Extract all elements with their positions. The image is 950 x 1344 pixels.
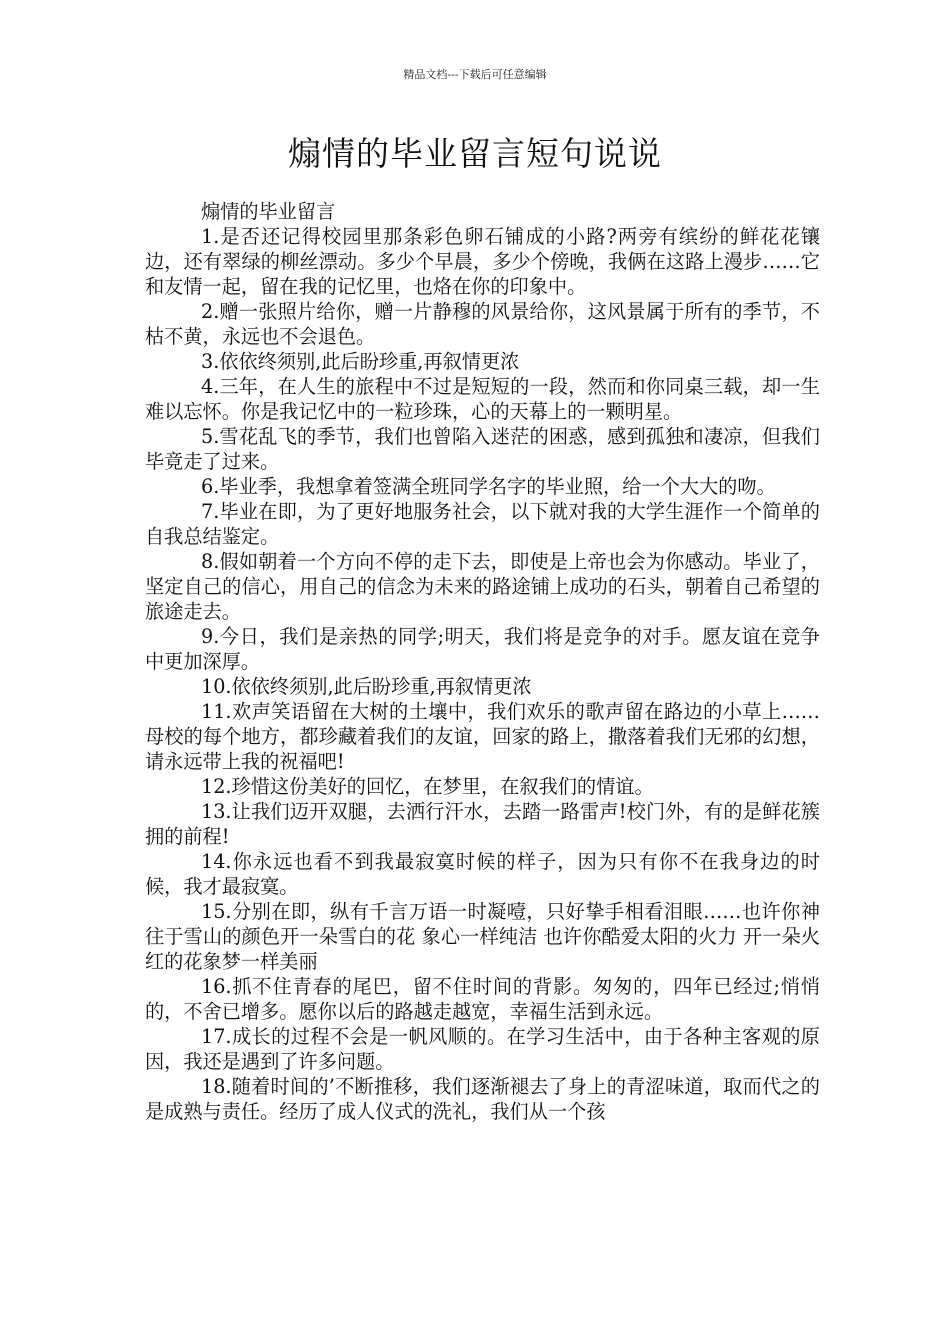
message-paragraph: 14.你永远也看不到我最寂寞时候的样子，因为只有你不在我身边的时候，我才最寂寞。	[145, 850, 820, 898]
header-note: 精品文档---下载后可任意编辑	[403, 68, 547, 81]
message-paragraph: 15.分别在即，纵有千言万语一时凝噎，只好挚手相看泪眼……也许你神往于雪山的颜色开一朵雪白的花 象心一样纯洁 也许你酷爱太阳的火力 开一朵火红的花象梦一样美丽	[145, 900, 820, 973]
message-paragraph: 2.赠一张照片给你，赠一片静穆的风景给你，这风景属于所有的季节，不枯不黄，永远也不会退色。	[145, 300, 820, 348]
document-body	[145, 199, 820, 1124]
message-paragraph: 1.是否还记得校园里那条彩色卵石铺成的小路?两旁有缤纷的鲜花花镶边，还有翠绿的柳丝漂动。多少个早晨，多少个傍晚，我俩在这路上漫步……它和友情一起，留在我的记忆里，也烙在你的印象中。	[145, 225, 820, 298]
message-paragraph: 18.随着时间的’不断推移，我们逐渐褪去了身上的青涩味道，取而代之的是成熟与责任。经历了成人仪式的洗礼，我们从一个孩	[145, 1075, 820, 1123]
message-paragraph: 7.毕业在即，为了更好地服务社会，以下就对我的大学生涯作一个简单的自我总结鉴定。	[145, 500, 820, 548]
message-paragraph: 5.雪花乱飞的季节，我们也曾陷入迷茫的困惑，感到孤独和凄凉，但我们毕竟走了过来。	[145, 425, 820, 473]
message-paragraph: 11.欢声笑语留在大树的土壤中，我们欢乐的歌声留在路边的小草上……母校的每个地方，都珍藏着我们的友谊，回家的路上，撒落着我们无邪的幻想，请永远带上我的祝福吧!	[145, 700, 820, 773]
message-paragraph: 3.依依终须别,此后盼珍重,再叙情更浓	[201, 350, 520, 373]
message-paragraph: 4.三年，在人生的旅程中不过是短短的一段，然而和你同桌三载，却一生难以忘怀。你是我记忆中的一粒珍珠，心的天幕上的一颗明星。	[145, 375, 820, 423]
message-paragraph: 10.依依终须别,此后盼珍重,再叙情更浓	[201, 675, 532, 698]
message-paragraph: 12.珍惜这份美好的回忆，在梦里，在叙我们的情谊。	[201, 775, 654, 798]
message-paragraph: 13.让我们迈开双腿，去洒行汗水，去踏一路雷声!校门外，有的是鲜花簇拥的前程!	[145, 800, 820, 848]
page-title: 煽情的毕业留言短句说说	[288, 134, 662, 173]
message-paragraph: 9.今日，我们是亲热的同学;明天，我们将是竞争的对手。愿友谊在竞争中更加深厚。	[145, 625, 820, 673]
message-paragraph: 8.假如朝着一个方向不停的走下去，即使是上帝也会为你感动。毕业了，坚定自己的信心，用自己的信念为未来的路途铺上成功的石头，朝着自己希望的旅途走去。	[145, 550, 820, 623]
message-paragraph: 6.毕业季，我想拿着签满全班同学名字的毕业照，给一个大大的吻。	[201, 475, 776, 498]
section-subtitle: 煽情的毕业留言	[201, 200, 336, 223]
message-paragraph: 16.抓不住青春的尾巴，留不住时间的背影。匆匆的，四年已经过;悄悄的，不舍已增多。愿你以后的路越走越宽，幸福生活到永远。	[145, 975, 820, 1023]
message-paragraph: 17.成长的过程不会是一帆风顺的。在学习生活中，由于各种主客观的原因，我还是遇到了许多问题。	[145, 1025, 820, 1073]
